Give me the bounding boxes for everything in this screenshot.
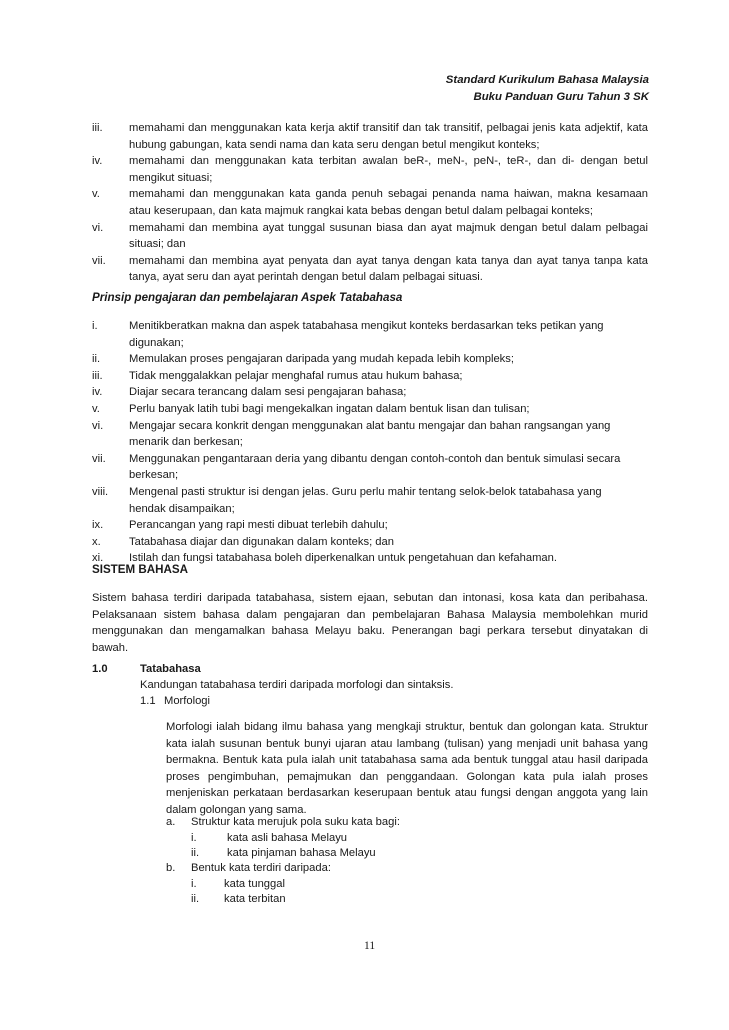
item-text: Mengajar secara konkrit dengan menggunakan alat bantu mengajar dan bahan rangsangan yang menarik dan berkesan; <box>129 419 611 449</box>
item-text: memahami dan membina ayat tunggal susunan biasa dan ayat majmuk dengan betul dalam pelbagai situasi; dan <box>129 221 648 251</box>
item-number: i. <box>191 831 197 844</box>
list-item <box>92 484 632 517</box>
item-number: iv. <box>92 386 103 399</box>
item-text: kata terbitan <box>224 893 286 905</box>
item-number: i. <box>191 877 197 890</box>
point-a-text: Struktur kata merujuk pola suku kata bagi: <box>191 816 400 828</box>
list-item <box>92 153 648 186</box>
item-number: vii. <box>92 452 106 465</box>
item-number: iii. <box>92 122 103 134</box>
running-header <box>446 72 649 106</box>
item-number: x. <box>92 535 101 548</box>
item-text: memahami dan membina ayat penyata dan ayat tanya dengan kata tanya dan ayat tanya tanpa kata tanya, ayat seru dan ayat perintah dengan betul dalam pelbagai situasi. <box>129 254 648 284</box>
item-number: xi. <box>92 552 104 565</box>
item-text: Mengenal pasti struktur isi dengan jelas. Guru perlu mahir tentang selok-belok tatabahasa yang hendak disampaikan; <box>129 485 602 515</box>
item-number: ii. <box>191 847 200 859</box>
list-item <box>191 877 331 893</box>
list-item <box>92 318 632 351</box>
list-item <box>191 846 400 862</box>
list-item <box>92 517 632 534</box>
item-text: memahami dan menggunakan kata kerja aktif transitif dan tak transitif, pelbagai jenis kata adjektif, kata hubung gabungan, kata sendi nama dan kata seru dengan betul mengikut konteks; <box>129 122 648 151</box>
item-text: kata asli bahasa Melayu <box>227 831 348 844</box>
objectives-list <box>92 120 648 286</box>
point-b <box>166 861 331 908</box>
item-number: ix. <box>92 519 104 532</box>
item-number: v. <box>92 402 100 415</box>
item-text: memahami dan menggunakan kata ganda penuh sebagai penanda nama haiwan, makna kesamaan atau keserupaan, dan kata majmuk rangkai kata bebas dengan betul dalam pelbagai konteks; <box>129 188 648 217</box>
point-b-label: b. <box>166 862 176 874</box>
item-text: Menggunakan pengantaraan deria yang dibantu dengan contoh-contoh dan bentuk simulasi secara berkesan; <box>129 452 621 482</box>
sistem-bahasa-heading: SISTEM BAHASA <box>92 563 188 576</box>
list-item <box>92 120 648 153</box>
header-line-2: Buku Panduan Guru Tahun 3 SK <box>473 91 649 103</box>
page-number: 11 <box>364 940 376 952</box>
item-number: vii. <box>92 254 106 267</box>
section-intro: Kandungan tatabahasa terdiri daripada morfologi dan sintaksis. <box>140 679 454 691</box>
list-item <box>92 351 632 368</box>
item-text: kata tunggal <box>224 877 285 890</box>
item-text: Tidak menggalakkan pelajar menghafal rumus atau hukum bahasa; <box>129 369 463 382</box>
list-item <box>92 418 632 451</box>
section-1-0 <box>92 661 201 678</box>
principles-list <box>92 318 632 567</box>
item-text: Istilah dan fungsi tatabahasa boleh diperkenalkan untuk pengetahuan dan kefahaman. <box>129 552 557 565</box>
item-number: vi. <box>92 419 104 432</box>
item-text: Tatabahasa diajar dan digunakan dalam konteks; dan <box>129 535 394 548</box>
section-number: 1.0 <box>92 663 108 675</box>
list-item <box>191 831 400 847</box>
item-number: viii. <box>92 485 109 498</box>
item-number: vi. <box>92 221 104 234</box>
item-number: i. <box>92 320 98 332</box>
item-number: v. <box>92 188 100 201</box>
item-number: iii. <box>92 369 103 382</box>
item-text: Diajar secara terancang dalam sesi pengajaran bahasa; <box>129 386 407 399</box>
list-item <box>92 451 632 484</box>
item-text: memahami dan menggunakan kata terbitan awalan beR-, meN-, peN-, teR-, dan di- dengan betul mengikut situasi; <box>129 155 648 184</box>
principles-heading: Prinsip pengajaran dan pembelajaran Aspek Tatabahasa <box>92 291 403 304</box>
point-b-text: Bentuk kata terdiri daripada: <box>191 862 331 874</box>
item-text: Perancangan yang rapi mesti dibuat terlebih dahulu; <box>129 519 388 532</box>
header-line-1: Standard Kurikulum Bahasa Malaysia <box>445 74 649 86</box>
morfologi-paragraph: Morfologi ialah bidang ilmu bahasa yang mengkaji struktur, bentuk dan golongan kata. Struktur kata ialah susunan bentuk bunyi ujaran atau lambang (tulisan) yang menjadi unit bahasa yang bermakna. Bentuk kata pula ialah unit tatabahasa sama ada bentuk tunggal atau hasil daripada proses pengimbuhan, pemajmukan dan penggandaan. Golongan kata pula ialah proses menjeniskan perkataan berdasarkan keserupaan bentuk atau fungsi dengan anggota yang lain dalam golongan yang sama. <box>166 721 648 816</box>
list-item <box>92 384 632 401</box>
item-number: ii. <box>92 353 101 366</box>
list-item <box>92 368 632 385</box>
subsection-number: 1.1 <box>140 695 156 707</box>
list-item <box>191 892 331 908</box>
point-a-label: a. <box>166 816 176 828</box>
list-item <box>92 253 648 286</box>
list-item <box>92 220 648 253</box>
subsection-title: Morfologi <box>164 695 211 707</box>
list-item <box>92 186 648 219</box>
item-text: Memulakan proses pengajaran daripada yang mudah kepada lebih kompleks; <box>129 353 514 366</box>
item-number: ii. <box>191 893 200 905</box>
list-item <box>92 401 632 418</box>
item-text: kata pinjaman bahasa Melayu <box>227 847 376 859</box>
point-a <box>166 815 400 862</box>
item-text: Menitikberatkan makna dan aspek tatabahasa mengikut konteks berdasarkan teks petikan yang digunakan; <box>129 320 604 349</box>
sistem-bahasa-paragraph: Sistem bahasa terdiri daripada tatabahasa, sistem ejaan, sebutan dan intonasi, kosa kata dan peribahasa. Pelaksanaan sistem bahasa dalam pengajaran dan pembelajaran Bahasa Malaysia membolehkan murid menggunakan dan mengamalkan bahasa Melayu baku. Penerangan bagi perkara tersebut dinyatakan di bawah. <box>92 592 648 654</box>
section-title: Tatabahasa <box>140 663 201 675</box>
item-text: Perlu banyak latih tubi bagi mengekalkan ingatan dalam bentuk lisan dan tulisan; <box>129 402 530 415</box>
list-item <box>92 534 632 551</box>
item-number: iv. <box>92 155 103 168</box>
subsection-1-1 <box>140 693 210 710</box>
